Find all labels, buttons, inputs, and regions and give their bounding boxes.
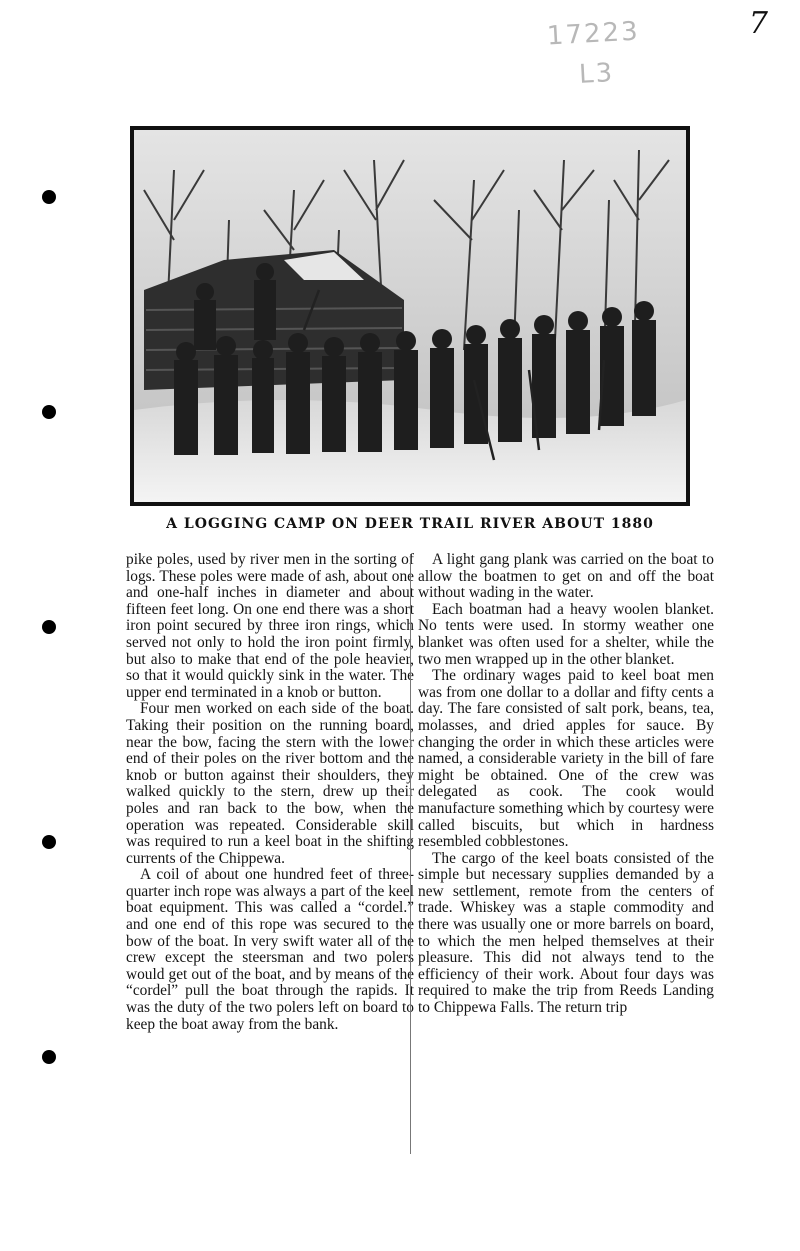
left-paragraph-2: Four men worked on each side of the boat. Taking their position on the running board, near the bow, facing the stern with the lower end of their poles on the river bottom and the knob or button against their shoulders, they walked quickly to the stern, drew up their poles and ran back to the bow, when the operation was repeated. Considerable skill was required to run a keel boat in the shifting currents of the Chippewa. xyxy=(126,700,414,867)
right-paragraph-1: A light gang plank was carried on the boat to allow the boatmen to get on and off the boat without wading in the water. xyxy=(418,551,714,602)
left-paragraph-3: A coil of about one hundred feet of three-quarter inch rope was always a part of the keel boat equipment. This was called a “cordel.” and one end of this rope was secured to the bow of the boat. In very swift water all of the crew except the steersman and two polers would get out of the boat, and by means of the “cordel” pull the boat through the rapids. It was the duty of the two polers left on board to keep the boat away from the bank. xyxy=(126,866,414,1033)
pencil-annotation-line1: 17223 xyxy=(546,16,641,52)
punch-hole-icon xyxy=(42,1050,56,1064)
pencil-annotation xyxy=(546,12,643,97)
photo-caption: A LOGGING CAMP ON DEER TRAIL RIVER ABOUT 1880 xyxy=(166,516,654,532)
logging-camp-photo-icon xyxy=(134,130,686,502)
page-number: 7 xyxy=(748,6,768,41)
right-paragraph-3: The ordinary wages paid to keel boat men was from one dollar to a dollar and fifty cents a day. The fare consisted of salt pork, beans, tea, molasses, and dried apples for sauce. By changing the order in which these articles were named, a considerable variety in the bill of fare might be obtained. One of the crew was delegated as cook. The cook would manufacture something which by courtesy were called biscuits, but which in hardness resembled cobblestones. xyxy=(418,667,714,851)
right-paragraph-4: The cargo of the keel boats consisted of the simple but necessary supplies demanded by a new settlement, remote from the centers of trade. Whiskey was a staple commodity and there was usually one or more barrels on board, to which the men helped themselves at their pleasure. This did not always tend to the efficiency of their work. About four days was required to make the trip from Reeds Landing to Chippewa Falls. The return trip xyxy=(418,849,714,1017)
punch-hole-icon xyxy=(42,620,56,634)
left-column xyxy=(126,552,414,1033)
right-column xyxy=(418,552,714,1017)
right-paragraph-2: Each boatman had a heavy woolen blanket. No tents were used. In stormy weather one blanket was often used for a shelter, while the two men wrapped up in the other blanket. xyxy=(418,600,714,668)
punch-hole-icon xyxy=(42,405,56,419)
left-paragraph-1: pike poles, used by river men in the sorting of logs. These poles were made of ash, about one and one-half inches in diameter and about fifteen feet long. On one end there was a short iron point secured by three iron rings, which served not only to hold the iron point firmly, but also to make that end of the pole heavier, so that it would quickly sink in the water. The upper end terminated in a knob or button. xyxy=(126,551,414,701)
punch-hole-icon xyxy=(42,190,56,204)
pencil-annotation-line2: L3 xyxy=(578,58,615,90)
logging-camp-photo xyxy=(130,126,690,506)
column-divider xyxy=(410,554,411,1154)
punch-hole-icon xyxy=(42,835,56,849)
